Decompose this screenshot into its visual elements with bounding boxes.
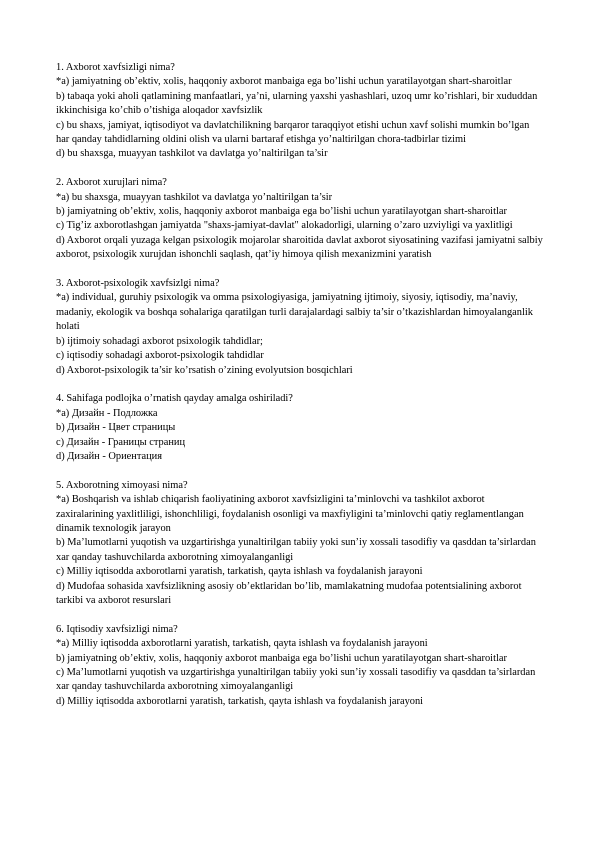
document-page — [56, 61, 544, 724]
question-block-1 — [56, 61, 544, 162]
answer-option-b: b) ijtimoiy sohadagi axborot psixologik tahdidlar; — [56, 335, 263, 347]
answer-option-c: c) iqtisodiy sohadagi axborot-psixologik tahdidlar — [56, 350, 264, 362]
question-block-3 — [56, 277, 544, 378]
question-block-4 — [56, 392, 544, 464]
answer-option-d: d) Milliy iqtisodda axborotlarni yaratish, tarkatish, qayta ishlash va foydalanish jarayoni — [56, 695, 424, 707]
answer-option-c: c) Milliy iqtisodda axborotlarni yaratish, tarkatish, qayta ishlash va foydalanish jarayoni — [56, 566, 423, 578]
answer-option-a: *a) jamiyatning ob’ektiv, xolis, haqqoniy axborot manbaiga ega bo’lishi uchun yaratilayotgan shart-sharoitlar — [56, 76, 512, 88]
question-block-6 — [56, 623, 544, 709]
answer-option-d: d) bu shaxsga, muayyan tashkilot va davlatga yo’naltirilgan ta’sir — [56, 148, 328, 160]
answer-option-d: d) Axborot-psixologik ta’sir ko’rsatish o’zining evolyutsion bosqichlari — [56, 364, 353, 376]
answer-option-a: *a) Boshqarish va ishlab chiqarish faoliyatining axborot xavfsizligini ta’minlovchi va tashkilot axborot zaxiralarining yaxlitliligi, ishonchliligi, foydalanish osonligi va maxfiyligini ta’minlovchi qatiy reglamentlangan dinamik texnologik jarayon — [56, 494, 524, 534]
question-text: 6. Iqtisodiy xavfsizligi nima? — [56, 623, 178, 635]
answer-option-b: b) jamiyatning ob’ektiv, xolis, haqqoniy axborot manbaiga ega bo’lishi uchun yaratilayotgan shart-sharoitlar — [56, 652, 507, 664]
answer-option-b: b) jamiyatning ob’ektiv, xolis, haqqoniy axborot manbaiga ega bo’lishi uchun yaratilayotgan shart-sharoitlar — [56, 206, 507, 218]
answer-option-b: b) Ma’lumotlarni yuqotish va uzgartirishga yunaltirilgan tabiiy yoki sun’iy xossali tasodifiy va qasddan ta’sirlardan xar qanday tashuvchilarda axborotning ximoyalanganligi — [56, 537, 536, 563]
answer-option-d: d) Дизайн - Ориентация — [56, 450, 163, 462]
answer-option-c: c) bu shaxs, jamiyat, iqtisodiyot va davlatchilikning barqaror taraqqiyot etishi uchun xavf solishi mumkin bo’lgan har qanday tahdidlarning oldini olish va ularni bartaraf etishga yo’naltirilgan chora-tadbirlar tizimi — [56, 119, 530, 146]
answer-option-a: *a) bu shaxsga, muayyan tashkilot va davlatga yo’naltirilgan ta’sir — [56, 191, 333, 203]
answer-option-c: c) Дизайн - Границы страниц — [56, 436, 185, 448]
answer-option-c: c) Ma’lumotlarni yuqotish va uzgartirishga yunaltirilgan tabiiy yoki sun’iy xossali tasodifiy va qasddan ta’sirlardan xar qanday tashuvchilarda axborotning ximoyalanganligi — [56, 666, 536, 693]
question-text: 3. Axborot-psixologik xavfsizlgi nima? — [56, 278, 220, 290]
answer-option-d: d) Axborot orqali yuzaga kelgan psixologik mojarolar sharoitida davlat axborot siyosatining vazifasi jamiyatni salbiy axborot, psixologik xurujdan ishonchli saqlash, qat’iy himoya qilish mexanizmini yaratish — [56, 234, 543, 261]
answer-option-a: *a) individual, guruhiy psixologik va omma psixologiyasiga, jamiyatning ijtimoiy, siyosiy, iqtisodiy, ma’naviy, madaniy, ekologik va boshqa sohalariga qaratilgan turli darajalardagi salbiy ta’sir o’tkazishlardan himoyalanganlik holati — [56, 292, 533, 333]
question-text: 1. Axborot xavfsizligi nima? — [56, 62, 175, 73]
question-text: 4. Sahifaga podlojka o’rnatish qayday amalga oshiriladi? — [56, 393, 293, 405]
answer-option-c: c) Tig’iz axborotlashgan jamiyatda "shaxs-jamiyat-davlat" alokadorligi, ularning o’zaro uzviyligi va yaxlitligi — [56, 220, 513, 232]
question-text: 2. Axborot xurujlari nima? — [56, 177, 167, 189]
question-text: 5. Axborotning ximoyasi nima? — [56, 479, 188, 491]
answer-option-a: *a) Дизайн - Подложка — [56, 407, 158, 419]
question-block-5 — [56, 479, 544, 609]
answer-option-b: b) Дизайн - Цвет страницы — [56, 422, 176, 434]
answer-option-a: *a) Milliy iqtisodda axborotlarni yaratish, tarkatish, qayta ishlash va foydalanish jarayoni — [56, 638, 428, 650]
answer-option-d: d) Mudofaa sohasida xavfsizlikning asosiy ob’ektlaridan bo’lib, mamlakatning mudofaa potentsialining axborot tarkibi va axborot resurslari — [56, 580, 522, 606]
question-block-2 — [56, 176, 544, 262]
answer-option-b: b) tabaqa yoki aholi qatlamining manfaatlari, ya’ni, ularning yaxshi yashashlari, uzoq umr ko’rishlari, bir xududdan ikkinchisiga ko’chib o’tishiga aloqador xavfsizlik — [56, 90, 538, 117]
